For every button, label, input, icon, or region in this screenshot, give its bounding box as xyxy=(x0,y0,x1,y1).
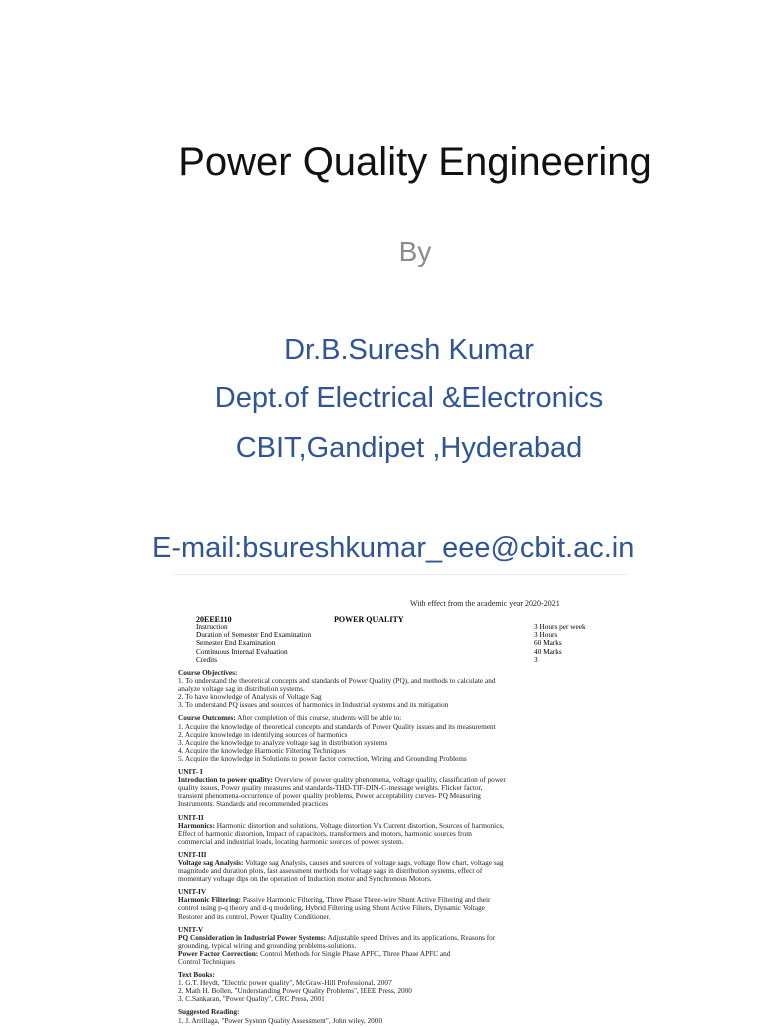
unit-topic: Harmonic Filtering: xyxy=(178,896,242,905)
unit-text: Control Methods for Single Phase APFC, Three Phase APFC and xyxy=(258,949,451,958)
unit-line: Instruments. Standards and recommended practices xyxy=(178,800,329,809)
unit-text: Adjustable speed Drives and its applications, Reasons for xyxy=(326,933,496,942)
unit-line: momentary voltage dips on the operation of Induction motor and Synchronous Motors. xyxy=(178,875,432,884)
unit-heading: UNIT-III xyxy=(178,850,207,859)
textbook-item: 1. G.T. Heydt, "Electric power quality", McGraw-Hill Professional, 2007 xyxy=(178,979,392,988)
scheme-value: 40 Marks xyxy=(534,646,562,656)
unit-line xyxy=(178,896,598,904)
unit-line: quality issues, Power quality measures and standards-THD-TIF-DIN-C-message weights. Flicker factor, xyxy=(178,784,483,793)
reading-item: 1. J. Arrillaga, "Power System Quality Assessment", John wiley, 2000 xyxy=(178,1016,383,1025)
unit-text: Passive Harmonic Filtering, Three Phase Three-wire Shunt Active Filtering and their xyxy=(241,896,491,905)
unit-line xyxy=(178,822,598,830)
unit-line: Effect of harmonic distortion, Impact of capacitors, transformers and motors, harmonic sources from xyxy=(178,829,472,838)
objective-item: 1. To understand the theoretical concepts and standards of Power Quality (PQ), and methods to calculate and xyxy=(178,677,496,686)
unit-line: Restorer and its control, Power Quality Conditioner. xyxy=(178,912,331,921)
by-label: By xyxy=(398,236,432,267)
scheme-value: 3 Hours per week xyxy=(534,622,586,631)
outcomes-intro: After completion of this course, students will be able to: xyxy=(235,714,402,723)
unit-line xyxy=(178,950,598,958)
unit-line: Control Techniques xyxy=(178,958,236,966)
unit-line xyxy=(178,859,598,867)
unit-text: Overview of power quality phenomena, voltage quality, classification of power xyxy=(272,776,506,785)
textbook-item: 2. Math H. Bollen, "Understanding Power Quality Problems", IEEE Press, 2000 xyxy=(178,987,412,996)
department: Dept.of Electrical &Electronics xyxy=(214,382,604,414)
objectives-heading: Course Objectives: xyxy=(178,669,238,677)
scheme-label: Semester End Examination xyxy=(196,638,276,648)
objective-item: analyze voltage sag in distribution systems. xyxy=(178,685,305,694)
scheme-value: 3 xyxy=(534,654,538,664)
scheme-label: Credits xyxy=(196,654,218,664)
slide-title: Power Quality Engineering xyxy=(178,140,652,184)
scheme-value: 3 Hours xyxy=(534,630,558,640)
scheme-row xyxy=(196,648,616,656)
unit-heading: UNIT-IV xyxy=(178,888,207,897)
unit-line: grounding, typical wiring and grounding problems-solutions. xyxy=(178,941,357,950)
objective-item: 3. To understand PQ issues and sources of harmonics in Industrial systems and its mitigation xyxy=(178,701,449,710)
syllabus-body xyxy=(178,669,598,1025)
outcomes-heading: Course Outcomes: xyxy=(178,714,236,723)
scheme-row xyxy=(196,656,616,664)
unit-topic: Harmonics: xyxy=(178,821,215,830)
college-location: CBIT,Gandipet ,Hyderabad xyxy=(235,432,583,464)
textbook-item: 3. C.Sankaran, "Power Quality", CRC Press, 2001 xyxy=(178,995,325,1004)
unit-topic: PQ Consideration in Industrial Power Systems: xyxy=(178,933,327,942)
outcomes-intro-line xyxy=(178,714,598,722)
unit-heading: UNIT-V xyxy=(178,925,204,934)
unit-line xyxy=(178,776,598,784)
unit-line: transient phenomena-occurrence of power quality problems, Power acceptability curves- PQ Measuring xyxy=(178,792,481,801)
unit-line: commercial and industrial loads, locating harmonic sources of power system. xyxy=(178,837,404,846)
unit-heading: UNIT- I xyxy=(178,768,203,777)
unit-text: Harmonic distortion and solutions, Voltage distortion Vs Current distortion, Sources of harmonics, xyxy=(214,821,505,830)
scheme-label: Duration of Semester End Examination xyxy=(196,630,312,640)
unit-line: control using p-q theory and d-q modeling, Hybrid Filtering using Shunt Active Filters, Dynamic Voltage xyxy=(178,904,485,913)
unit-text: Voltage sag Analysis, causes and sources of voltage sags, voltage flow chart, voltage sag xyxy=(243,858,504,867)
unit-topic: Introduction to power quality: xyxy=(178,776,273,785)
effect-note: With effect from the academic year 2020-2021 xyxy=(410,599,560,608)
unit-topic: Voltage sag Analysis: xyxy=(178,858,244,867)
objective-item: 2. To have knowledge of Analysis of Voltage Sag xyxy=(178,693,322,702)
outcome-item: 2. Acquire knowledge in identifying sources of harmonics xyxy=(178,730,348,739)
unit-line xyxy=(178,934,598,942)
textbooks-heading: Text Books: xyxy=(178,971,215,980)
outcome-item: 3. Acquire the knowledge to analyze voltage sag in distribution systems xyxy=(178,738,388,747)
outcome-item: 4. Acquire the knowledge Harmonic Filtering Techniques xyxy=(178,746,346,755)
unit-line: magnitude and duration plots, fast assessment methods for voltage sags in distribution systems, effect of xyxy=(178,867,483,876)
scheme-value: 60 Marks xyxy=(534,638,562,648)
scheme-label: Instruction xyxy=(196,622,228,631)
scheme-label: Continuous Internal Evaluation xyxy=(196,646,288,656)
syllabus-image xyxy=(174,574,628,1027)
email-address: E-mail:bsureshkumar_eee@cbit.ac.in xyxy=(152,532,635,564)
outcome-item: 5. Acquire the knowledge in Solutions to power factor correction, Wiring and Grounding Problems xyxy=(178,754,467,763)
reading-heading: Suggested Reading: xyxy=(178,1008,240,1017)
unit-topic: Power Factor Correction: xyxy=(178,949,259,958)
author-name: Dr.B.Suresh Kumar xyxy=(284,334,534,366)
course-code: 20EEE110 xyxy=(196,615,232,624)
scheme-table xyxy=(196,623,616,664)
course-title: POWER QUALITY xyxy=(334,615,404,624)
unit-heading: UNIT-II xyxy=(178,813,204,822)
outcome-item: 1. Acquire the knowledge of theoretical concepts and standards of Power Quality issues and its measurement xyxy=(178,722,496,731)
